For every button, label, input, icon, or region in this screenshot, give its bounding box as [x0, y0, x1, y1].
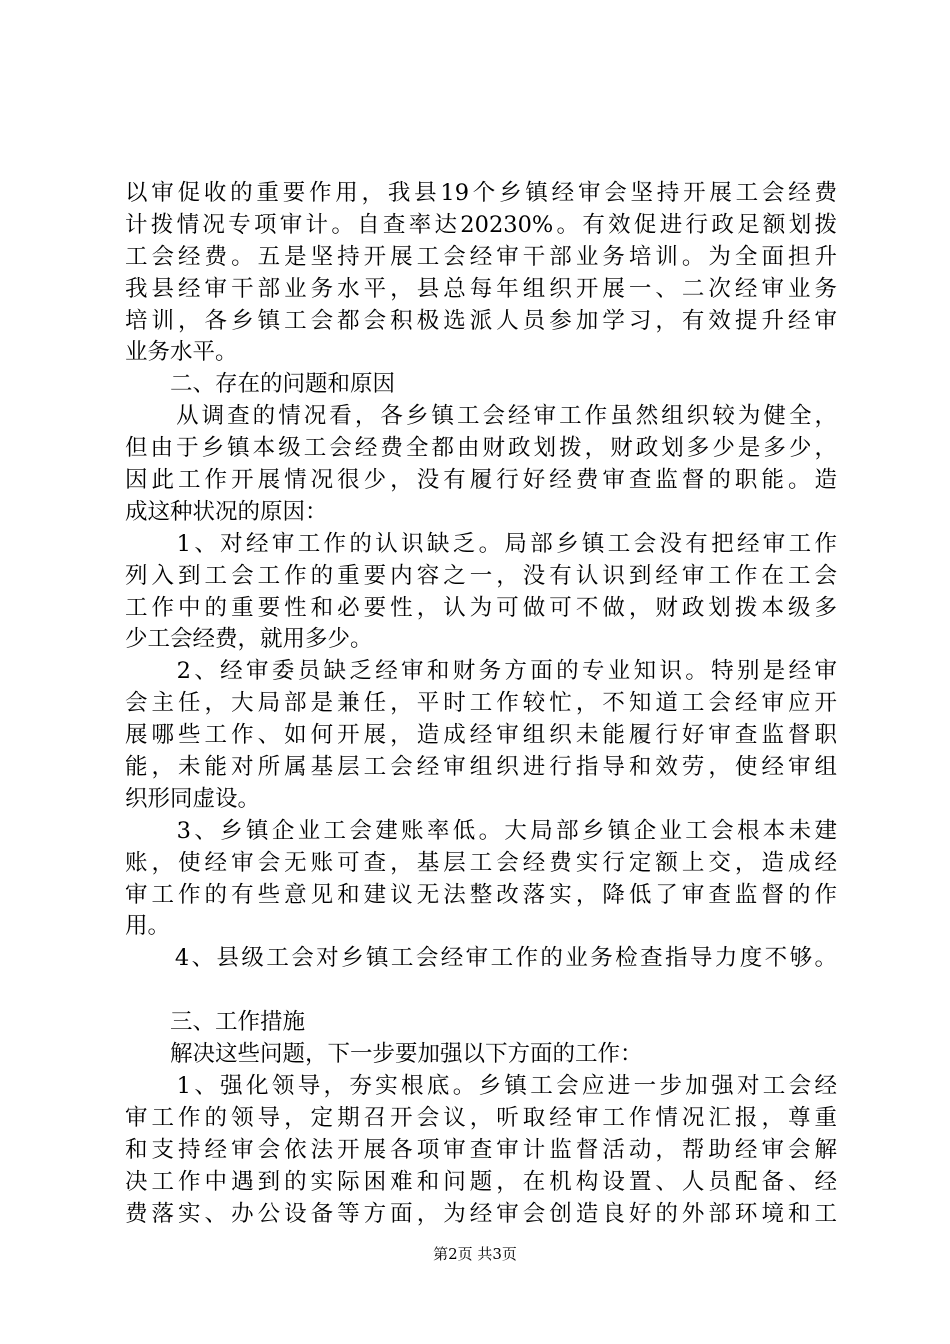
- text-line: 4、县级工会对乡镇工会经审工作的业务检查指导力度不够。: [125, 945, 837, 972]
- text-line: 2、经审委员缺乏经审和财务方面的专业知识。特别是经审: [125, 658, 837, 685]
- text-line: 计拨情况专项审计。自查率达20230%。有效促进行政足额划拨: [125, 211, 837, 238]
- text-line: 决工作中遇到的实际困难和问题，在机构设置、人员配备、经: [125, 1168, 837, 1195]
- text-line: 会主任，大局部是兼任，平时工作较忙，不知道工会经审应开: [125, 690, 837, 717]
- text-line: 少工会经费，就用多少。: [125, 626, 373, 653]
- document-body: [125, 178, 837, 1230]
- text-line: 用。: [125, 913, 171, 940]
- text-line: 因此工作开展情况很少，没有履行好经费审查监督的职能。造: [125, 467, 837, 494]
- section-heading: 二、存在的问题和原因: [125, 371, 396, 398]
- text-line: 成这种状况的原因：: [125, 498, 328, 525]
- text-line: 展哪些工作、如何开展，造成经审组织未能履行好审查监督职: [125, 722, 837, 749]
- text-line: 账，使经审会无账可查，基层工会经费实行定额上交，造成经: [125, 849, 837, 876]
- text-line: 工作中的重要性和必要性，认为可做可不做，财政划拨本级多: [125, 594, 837, 621]
- text-line: 列入到工会工作的重要内容之一，没有认识到经审工作在工会: [125, 562, 837, 589]
- text-line: 审工作的有些意见和建议无法整改落实，降低了审查监督的作: [125, 881, 837, 908]
- text-line: 以审促收的重要作用，我县19个乡镇经审会坚持开展工会经费: [125, 180, 837, 206]
- text-line: 业务水平。: [125, 339, 238, 366]
- section-heading: 三、工作措施: [125, 1009, 306, 1036]
- text-line: 能，未能对所属基层工会经审组织进行指导和效劳，使经审组: [125, 754, 837, 781]
- text-line: 我县经审干部业务水平，县总每年组织开展一、二次经审业务: [125, 275, 837, 302]
- text-line: 1、强化领导，夯实根底。乡镇工会应进一步加强对工会经: [125, 1072, 837, 1099]
- blank-line: [125, 975, 837, 1007]
- text-line: 1、对经审工作的认识缺乏。局部乡镇工会没有把经审工作: [125, 530, 837, 557]
- text-line: 工会经费。五是坚持开展工会经审干部业务培训。为全面担升: [125, 243, 837, 270]
- text-line: 解决这些问题，下一步要加强以下方面的工作：: [125, 1041, 643, 1068]
- text-line: 和支持经审会依法开展各项审查审计监督活动，帮助经审会解: [125, 1136, 837, 1163]
- text-line: 3、乡镇企业工会建账率低。大局部乡镇企业工会根本未建: [125, 817, 837, 844]
- text-line: 费落实、办公设备等方面，为经审会创造良好的外部环境和工: [125, 1200, 837, 1227]
- text-line: 审工作的领导，定期召开会议，听取经审工作情况汇报，尊重: [125, 1104, 837, 1131]
- page-footer: 第2页 共3页: [433, 1245, 517, 1263]
- text-line: 从调查的情况看，各乡镇工会经审工作虽然组织较为健全，: [125, 403, 837, 430]
- text-line: 织形同虚设。: [125, 785, 261, 812]
- text-line: 但由于乡镇本级工会经费全都由财政划拨，财政划多少是多少，: [125, 435, 837, 462]
- text-line: 培训，各乡镇工会都会积极选派人员参加学习，有效提升经审: [125, 307, 837, 334]
